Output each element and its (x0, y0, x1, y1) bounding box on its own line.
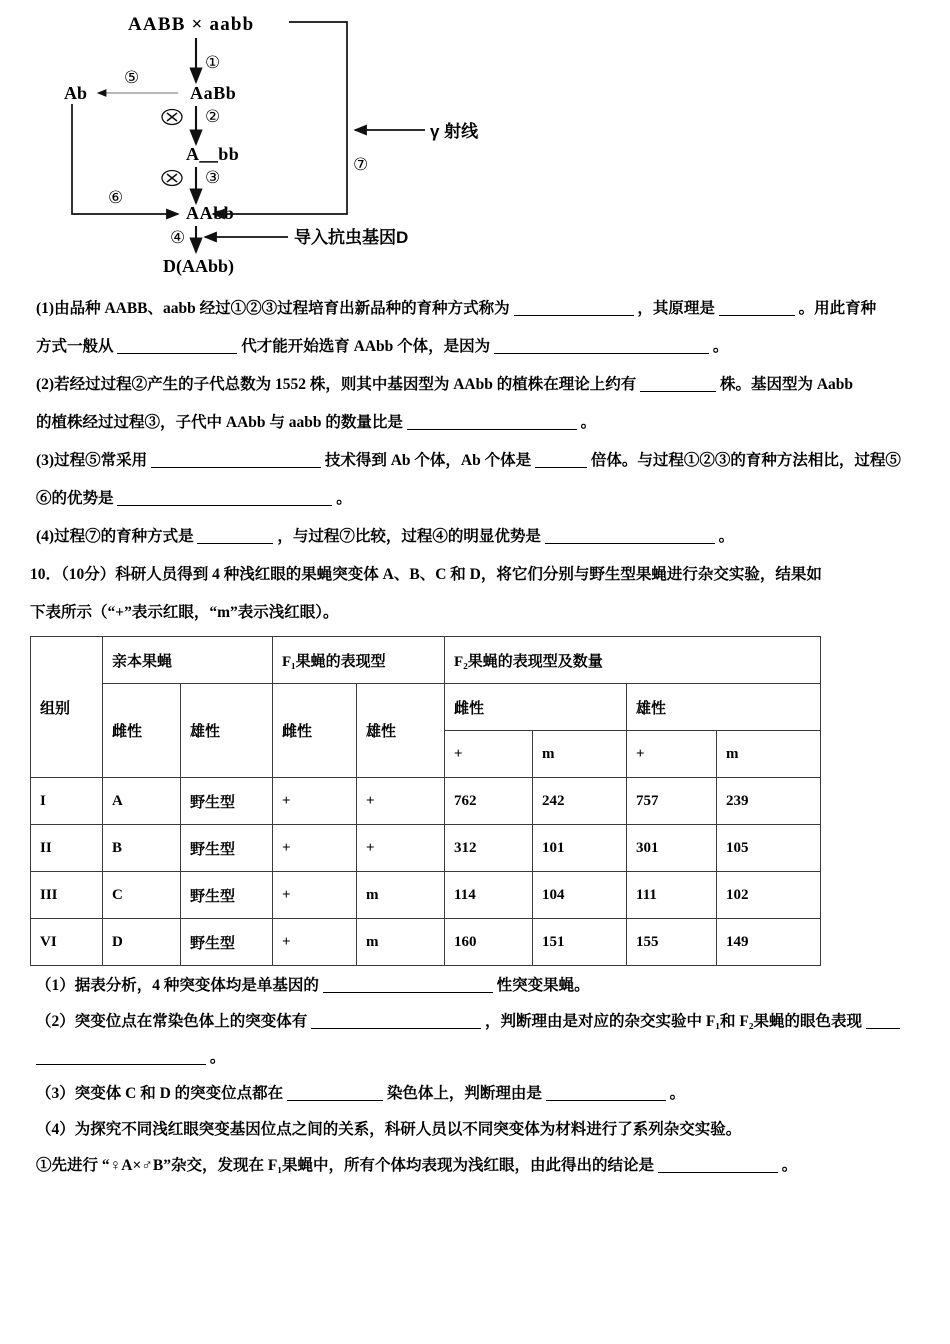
q10-sub-3 (36, 1076, 928, 1112)
q9-line-3 (36, 366, 920, 404)
cell-group: I (31, 778, 103, 825)
q10-number: 10． (30, 566, 62, 583)
cell-f1-female: + (273, 872, 357, 919)
cell-f2-male-m: 105 (717, 825, 821, 872)
q9-l7b-text: ，与过程⑦比较，过程④的明显优势是 (277, 528, 541, 545)
cell-f2-male-plus: 155 (627, 919, 717, 966)
breeding-flow-diagram (0, 0, 950, 290)
table-header-f2-male-plus: + (627, 731, 717, 778)
q10-sub1a-text: （1）据表分析，4 种突变体均是单基因的 (36, 977, 319, 994)
question-9-parts (0, 290, 950, 556)
cell-f1-male: + (357, 778, 445, 825)
q9-l6a-text: ⑥的优势是 (36, 490, 114, 507)
q10-blank-6[interactable] (546, 1087, 666, 1101)
cell-f2-female-m: 104 (533, 872, 627, 919)
cell-parent-male: 野生型 (181, 919, 273, 966)
diagram-node-gen2: A＿bb (186, 144, 240, 164)
selfcross-symbol-2 (162, 171, 182, 186)
q9-blank-6[interactable] (407, 416, 577, 430)
diagram-step-7-label: ⑦ (353, 155, 369, 174)
cell-f2-female-m: 242 (533, 778, 627, 825)
table-header-f2-female-m: m (533, 731, 627, 778)
cell-group: II (31, 825, 103, 872)
q10-blank-3[interactable] (866, 1015, 900, 1029)
cell-f2-female-m: 101 (533, 825, 627, 872)
cell-parent-female: A (103, 778, 181, 825)
q9-l1c-text: 。用此育种 (798, 300, 877, 317)
q10-stem-text-2: 下表所示（“+”表示红眼，“m”表示浅红眼）。 (30, 604, 339, 621)
cell-f2-male-m: 102 (717, 872, 821, 919)
table-header-row-1 (31, 637, 821, 684)
q10-sub4-1a-text: ①先进行 “♀A×♂B”杂交，发现在 F₁果蝇中，所有个体均表现为浅红眼，由此得出的结论是 (36, 1157, 654, 1174)
q9-l2c-text: 。 (712, 338, 729, 355)
q9-l5a-text: (3)过程⑤常采用 (36, 452, 148, 469)
diagram-step-4-label: ④ (170, 228, 186, 247)
q10-blank-5[interactable] (287, 1087, 383, 1101)
table-header-parent-female: 雌性 (103, 684, 181, 778)
table-body (31, 778, 821, 966)
q10-sub1b-text: 性突变果蝇。 (496, 977, 590, 994)
question-10-parts (0, 966, 950, 1184)
q10-sub3c-text: 。 (669, 1085, 686, 1102)
q9-blank-1[interactable] (514, 302, 634, 316)
table-header-parent: 亲本果蝇 (103, 637, 273, 684)
table-row (31, 872, 821, 919)
q10-blank-1[interactable] (323, 979, 493, 993)
cell-f1-female: + (273, 825, 357, 872)
q9-blank-3[interactable] (117, 340, 237, 354)
q9-l5c-text: 倍体。与过程①②③的育种方法相比，过程⑤ (590, 452, 901, 469)
cell-parent-female: C (103, 872, 181, 919)
cell-f2-female-plus: 114 (445, 872, 533, 919)
cell-f2-male-plus: 757 (627, 778, 717, 825)
q9-blank-9[interactable] (117, 492, 332, 506)
path-step-6 (72, 104, 178, 214)
cell-f1-male: m (357, 872, 445, 919)
cell-f2-male-m: 149 (717, 919, 821, 966)
diagram-step-6-label: ⑥ (108, 188, 124, 207)
cell-f1-female: + (273, 919, 357, 966)
q9-line-7 (36, 518, 920, 556)
q10-sub-2-cont (36, 1040, 928, 1076)
cell-f1-female: + (273, 778, 357, 825)
cell-f2-female-plus: 762 (445, 778, 533, 825)
diagram-node-f1: AaBb (190, 83, 237, 103)
q9-l2b-text: 代才能开始选育 AAbb 个体，是因为 (241, 338, 491, 355)
table-header-f1-male: 雄性 (357, 684, 445, 778)
table-header-f1-female: 雌性 (273, 684, 357, 778)
table-header-f1: F₁果蝇的表现型 (273, 637, 445, 684)
fly-cross-table-wrap (0, 632, 950, 966)
q10-sub-2 (36, 1004, 928, 1040)
q9-line-6 (36, 480, 920, 518)
cell-group: VI (31, 919, 103, 966)
table-header-f2-male: 雄性 (627, 684, 821, 731)
diagram-gene-import-label: 导入抗虫基因D (294, 228, 409, 247)
table-header-f2-female-plus: + (445, 731, 533, 778)
q10-sub4-1b-text: 。 (781, 1157, 798, 1174)
q9-l1b-text: ，其原理是 (637, 300, 715, 317)
diagram-gamma-label: γ 射线 (430, 122, 479, 141)
q10-blank-2[interactable] (311, 1015, 481, 1029)
q9-blank-4[interactable] (494, 340, 709, 354)
q10-blank-4[interactable] (36, 1051, 206, 1065)
q9-l5b-text: 技术得到 Ab 个体，Ab 个体是 (324, 452, 532, 469)
q10-stem-line-1 (30, 556, 928, 594)
breeding-diagram-svg (0, 0, 950, 290)
table-header-f2-female: 雌性 (445, 684, 627, 731)
q10-sub-4 (36, 1112, 928, 1148)
cell-f2-female-m: 151 (533, 919, 627, 966)
q10-stem-text-1: 科研人员得到 4 种浅红眼的果蝇突变体 A、B、C 和 D，将它们分别与野生型果蝇进行杂交实验，结果如 (115, 566, 822, 583)
path-step-7 (213, 22, 347, 214)
q10-sub2b-text: ，判断理由是对应的杂交实验中 F₁和 F₂果蝇的眼色表现 (485, 1013, 862, 1030)
diagram-step-3-label: ③ (205, 168, 221, 187)
q10-sub-1 (36, 968, 928, 1004)
table-header-f2-male-m: m (717, 731, 821, 778)
table-row (31, 778, 821, 825)
question-10-stem (0, 556, 950, 632)
q10-sub2a-text: （2）突变位点在常染色体上的突变体有 (36, 1013, 308, 1030)
cell-parent-male: 野生型 (181, 872, 273, 919)
q9-blank-11[interactable] (545, 530, 715, 544)
q10-sub4-text: （4）为探究不同浅红眼突变基因位点之间的关系，科研人员以不同突变体为材料进行了系列杂交实验。 (36, 1121, 742, 1138)
cell-f1-male: m (357, 919, 445, 966)
q10-stem-line-2 (30, 594, 928, 632)
q10-sub-4-1 (36, 1148, 928, 1184)
q9-l6b-text: 。 (336, 490, 352, 507)
cell-f2-male-m: 239 (717, 778, 821, 825)
diagram-step-1-label: ① (205, 53, 221, 72)
cell-f2-male-plus: 301 (627, 825, 717, 872)
q10-sub3a-text: （3）突变体 C 和 D 的突变位点都在 (36, 1085, 284, 1102)
cell-f2-female-plus: 312 (445, 825, 533, 872)
cell-f1-male: + (357, 825, 445, 872)
cell-parent-male: 野生型 (181, 778, 273, 825)
table-header-f2: F₂果蝇的表现型及数量 (445, 637, 821, 684)
q9-line-5 (36, 442, 920, 480)
q10-blank-7[interactable] (658, 1159, 778, 1173)
q10-sub2c-text: 。 (209, 1049, 226, 1066)
diagram-step-2-label: ② (205, 107, 221, 126)
cell-parent-female: D (103, 919, 181, 966)
q9-l1a-text: (1)由品种 AABB、aabb 经过①②③过程培育出新品种的育种方式称为 (36, 300, 510, 317)
cell-group: III (31, 872, 103, 919)
q9-blank-7[interactable] (151, 454, 321, 468)
table-header-row-2 (31, 684, 821, 731)
diagram-step-5-label: ⑤ (124, 68, 140, 87)
diagram-node-ab: Ab (64, 83, 88, 103)
selfcross-symbol-1 (162, 110, 182, 125)
diagram-top-cross: AABB × aabb (128, 14, 255, 35)
table-row (31, 825, 821, 872)
q9-l4a-text: 的植株经过过程③，子代中 AAbb 与 aabb 的数量比是 (36, 414, 403, 431)
diagram-node-gen3: AAbb (186, 203, 235, 223)
q10-score: （10分） (61, 566, 116, 583)
fly-cross-results-table (30, 636, 821, 966)
q9-l3b-text: 株。基因型为 Aabb (719, 376, 854, 393)
q9-line-2 (36, 328, 920, 366)
q9-l7a-text: (4)过程⑦的育种方式是 (36, 528, 194, 545)
q9-l7c-text: 。 (718, 528, 735, 545)
q9-blank-5[interactable] (640, 378, 716, 392)
cell-f2-male-plus: 111 (627, 872, 717, 919)
cell-parent-male: 野生型 (181, 825, 273, 872)
q10-sub3b-text: 染色体上，判断理由是 (386, 1085, 542, 1102)
table-row (31, 919, 821, 966)
q9-blank-8[interactable] (535, 454, 587, 468)
table-header-group: 组别 (31, 637, 103, 778)
q9-blank-2[interactable] (719, 302, 795, 316)
q9-line-1 (36, 290, 920, 328)
q9-l4b-text: 。 (580, 414, 597, 431)
cell-f2-female-plus: 160 (445, 919, 533, 966)
q9-line-4 (36, 404, 920, 442)
diagram-node-final: D(AAbb) (163, 256, 235, 276)
q9-l2a-text: 方式一般从 (36, 338, 114, 355)
table-header-parent-male: 雄性 (181, 684, 273, 778)
q9-blank-10[interactable] (197, 530, 273, 544)
cell-parent-female: B (103, 825, 181, 872)
q9-l3a-text: (2)若经过过程②产生的子代总数为 1552 株，则其中基因型为 AAbb 的植株在理论上约有 (36, 376, 637, 393)
